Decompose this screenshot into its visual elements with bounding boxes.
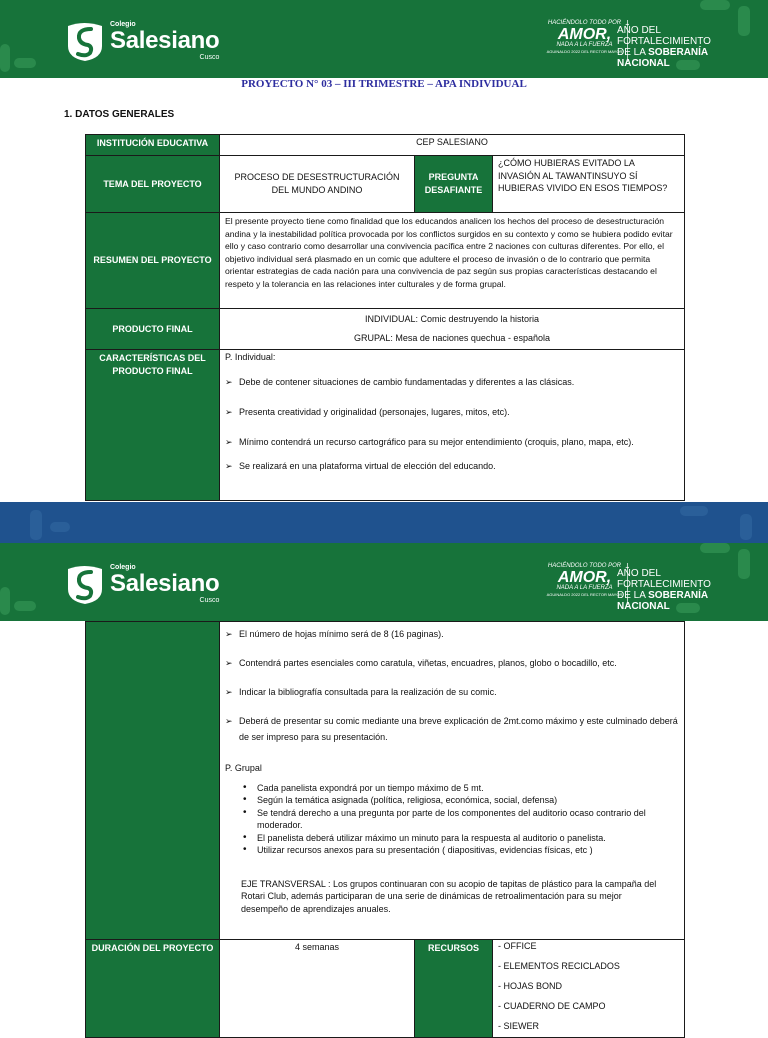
decorative-shape	[700, 0, 730, 10]
duracion-value: 4 semanas	[220, 940, 415, 1038]
year-line: AÑO DEL FORTALECIMIENTO	[617, 25, 711, 47]
logo-city: Cusco	[199, 54, 220, 61]
table-row	[86, 156, 685, 213]
list-item: ➢ Indicar la bibliografía consultada para la realización de su comic.	[225, 684, 679, 700]
list-item: ➢ Contendrá partes esenciales como caratula, viñetas, encuadres, planos, globo o bocadillo, etc.	[225, 655, 679, 671]
table-row	[86, 940, 685, 1038]
individual-list	[225, 626, 679, 745]
salesiano-logo-icon	[64, 20, 106, 62]
table-row	[86, 622, 685, 940]
list-item: - HOJAS BOND	[498, 981, 563, 991]
page-separator	[0, 502, 768, 543]
page-header-banner	[0, 543, 768, 621]
recursos-value	[493, 940, 685, 1038]
tema-label: TEMA DEL PROYECTO	[86, 156, 220, 213]
general-data-table	[85, 134, 685, 501]
year-motto	[617, 25, 727, 69]
decorative-shape	[738, 6, 750, 36]
decorative-shape	[740, 514, 752, 540]
product-continuation-table	[85, 621, 685, 1038]
year-line: DE LA	[617, 590, 649, 601]
year-motto	[617, 568, 727, 612]
list-item: - OFFICE	[498, 941, 537, 951]
logo-city: Cusco	[199, 597, 220, 604]
producto-grupal: GRUPAL: Mesa de naciones quechua - española	[354, 333, 550, 343]
slogan-amor: AMOR,	[557, 569, 612, 586]
aguinaldo-slogan	[546, 563, 628, 605]
decorative-shape	[50, 522, 70, 532]
decorative-shape	[738, 549, 750, 579]
list-item: • Según la temática asignada (política, religiosa, económica, social, defensa)	[243, 794, 679, 807]
school-logo	[64, 563, 219, 605]
decorative-shape	[30, 510, 42, 540]
list-item: - SIEWER	[498, 1021, 540, 1031]
recursos-list	[498, 941, 679, 1036]
salesiano-logo-icon	[64, 563, 106, 605]
decorative-shape	[14, 58, 36, 68]
document-title: PROYECTO N° 03 – III TRIMESTRE – APA INDIVIDUAL	[241, 78, 527, 90]
slogan-line: HACIÉNDOLO TODO POR	[547, 20, 622, 26]
decorative-shape	[0, 44, 10, 72]
pregunta-value: ¿CÓMO HUBIERAS EVITADO LA INVASIÓN AL TAWANTINSUYO SÍ HUBIERAS VIVIDO EN ESOS TIEMPOS?	[493, 156, 685, 213]
list-item: • Utilizar recursos anexos para su presentación ( diapositivas, evidencias físicas, etc )	[243, 844, 679, 857]
slogan-caption: AGUINALDO 2022 DEL RECTOR MAYOR	[546, 49, 623, 54]
page-header-banner	[0, 0, 768, 78]
year-line: DE LA	[617, 47, 649, 58]
slogan-line: NADA A LA FUERZA	[556, 42, 613, 48]
institucion-value: CEP SALESIANO	[220, 135, 685, 156]
grupal-list	[225, 782, 679, 857]
decorative-shape	[700, 543, 730, 553]
list-item: - CUADERNO DE CAMPO	[498, 1001, 606, 1011]
logo-name: Salesiano	[110, 27, 220, 54]
caracteristicas-list	[225, 374, 679, 474]
logo-small-text: Colegio	[110, 21, 136, 28]
pregunta-label: PREGUNTA DESAFIANTE	[415, 156, 493, 213]
decorative-shape	[680, 506, 708, 516]
grupal-intro: P. Grupal	[225, 763, 262, 773]
list-item: ➢ Debe de contener situaciones de cambio fundamentadas y diferentes a las clásicas.	[225, 374, 679, 390]
table-row	[86, 309, 685, 350]
caracteristicas-label-continued	[86, 622, 220, 940]
recursos-label: RECURSOS	[415, 940, 493, 1038]
section-title: 1. DATOS GENERALES	[64, 109, 175, 120]
table-row	[86, 350, 685, 501]
school-logo	[64, 20, 219, 62]
list-item: ➢ Se realizará en una plataforma virtual de elección del educando.	[225, 458, 679, 474]
decorative-shape	[14, 601, 36, 611]
logo-small-text: Colegio	[110, 564, 136, 571]
caracteristicas-label: CARACTERÍSTICAS DEL PRODUCTO FINAL	[86, 350, 220, 501]
year-line: SOBERANÍA	[648, 590, 709, 601]
slogan-line: NADA A LA FUERZA	[556, 585, 613, 591]
resumen-label: RESUMEN DEL PROYECTO	[86, 213, 220, 309]
year-line: SOBERANÍA	[648, 47, 709, 58]
slogan-line: HACIÉNDOLO TODO POR	[547, 563, 622, 569]
caracteristicas-continued	[220, 622, 685, 940]
list-item: ➢ Deberá de presentar su comic mediante una breve explicación de 2mt.como máximo y este culminado deberá de ser impreso para su presentación.	[225, 713, 679, 745]
list-item: ➢ Presenta creatividad y originalidad (personajes, lugares, mitos, etc).	[225, 404, 679, 420]
duracion-label: DURACIÓN DEL PROYECTO	[86, 940, 220, 1038]
year-line: NACIONAL	[617, 601, 670, 612]
decorative-shape	[0, 587, 10, 615]
aguinaldo-slogan	[546, 20, 628, 62]
caracteristicas-value	[220, 350, 685, 501]
list-item: ➢ Mínimo contendrá un recurso cartográfico para su mejor entendimiento (croquis, plano, mapa, etc).	[225, 434, 679, 450]
list-item: • Cada panelista expondrá por un tiempo máximo de 5 mt.	[243, 782, 679, 795]
slogan-caption: AGUINALDO 2022 DEL RECTOR MAYOR	[546, 592, 623, 597]
table-row	[86, 135, 685, 156]
year-line: AÑO DEL FORTALECIMIENTO	[617, 568, 711, 590]
caracteristicas-intro: P. Individual:	[225, 352, 276, 362]
eje-transversal: EJE TRANSVERSAL : Los grupos continuaran con su acopio de tapitas de plástico para la campaña del Rotari Club, además participaran de una serie de dinámicas de retroalimentación para su mejor desempeño de aprendizajes anuales.	[241, 878, 657, 915]
table-row	[86, 213, 685, 309]
institucion-label: INSTITUCIÓN EDUCATIVA	[86, 135, 220, 156]
producto-individual: INDIVIDUAL: Comic destruyendo la historia	[364, 314, 540, 324]
logo-name: Salesiano	[110, 570, 220, 597]
list-item: • El panelista deberá utilizar máximo un minuto para la respuesta al auditorio o panelista.	[243, 832, 679, 845]
list-item: - ELEMENTOS RECICLADOS	[498, 961, 620, 971]
year-line: NACIONAL	[617, 58, 670, 69]
tema-value: PROCESO DE DESESTRUCTURACIÓN DEL MUNDO ANDINO	[220, 156, 415, 213]
resumen-value: El presente proyecto tiene como finalidad que los educandos analicen los hechos del proceso de desestructuración andina y la inestabilidad política provocada por los conflictos surgidos en su contexto y como se hubiera podido evitar ello y caso contrario como desarrollar una convivencia pacífica entre 2 naciones con culturas diferentes. Por ello, el objetivo individual será plasmado en un comic que adultere el proceso de invasión o de lo contrario que permita orientar estrategias de cada nación para una convivencia de paz según sus propias características destacando el respeto y la tolerancia en las relaciones inter culturales y de forma grupal.	[220, 213, 685, 309]
slogan-amor: AMOR,	[557, 26, 612, 43]
list-item: ➢ El número de hojas mínimo será de 8 (16 paginas).	[225, 626, 679, 642]
producto-label: PRODUCTO FINAL	[86, 309, 220, 350]
list-item: • Se tendrá derecho a una pregunta por parte de los componentes del auditorio ocaso contrario del moderador.	[243, 807, 679, 832]
producto-value	[220, 309, 685, 350]
